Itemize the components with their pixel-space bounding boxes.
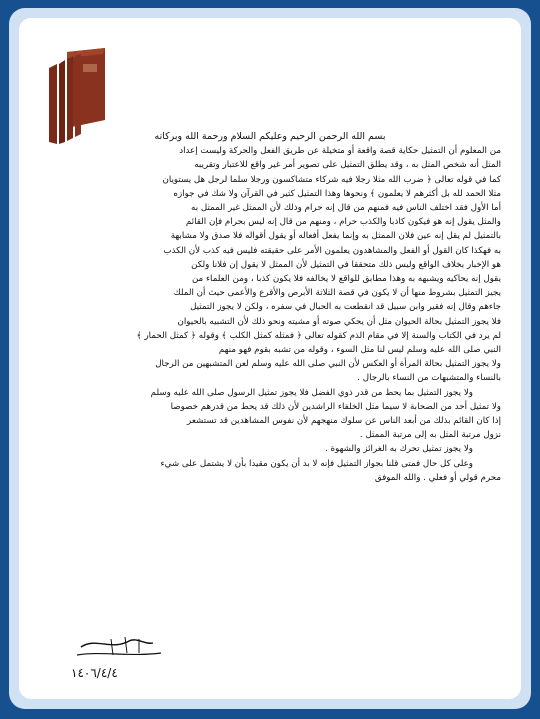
letter-line: يقول إنه يحاكيه ويشبهه به وهذا مطابق للواقع لا يخالفه فلا يكون كذبا ، ومن العلماء من <box>191 274 501 285</box>
letter-line: إذا كان القائم بذلك من أبعد الناس عن سلوك منهجهم لأن نفوس المشاهدين قد تستشعر <box>187 416 501 427</box>
letter-line: ولا يجوز التمثيل بما يحط من قدر ذوي الفضل فلا يجوز تمثيل الرسول صلى الله عليه وسلم <box>150 387 473 398</box>
letter-line: من المعلوم أن التمثيل حكاية قصة واقعة أو متخيلة عن طريق الفعل والحركة وليست إعداد <box>179 146 501 157</box>
letter-line: هو الإخبار بخلاف الواقع وليس ذلك متحققا في التمثيل لأن الممثل لا يقول إن فلانا ولكن <box>191 259 501 270</box>
letter-body <box>39 130 501 485</box>
letter-line: النبي صلى الله عليه وسلم ليس لنا مثل السوء ، وقوله من تشبه بقوم فهو منهم <box>218 345 501 356</box>
letter-line: يجيز التمثيل بشروط منها أن لا يكون في قصة الثلاثة الأبرص والأقرع والأعمى حيث أن الملك <box>173 288 501 299</box>
letter-line: به فهكذا كان القول أو الفعل والمشاهدون يعلمون الأمر على حقيقته فليس فيه كذب لأن الكذب <box>163 245 501 256</box>
letter-opening: بسم الله الرحمن الرحيم وعليكم السلام ورحمة الله وبركاته <box>154 131 386 142</box>
letter-line: بالنساء والمتشبهات من النساء بالرجال . <box>357 373 501 384</box>
letter-line: أما الأول فقد اختلف الناس فيه فمنهم من قال إنه حرام وذلك لأن الممثل غير الممثل به <box>191 203 501 214</box>
letter-line: فلا يجوز التمثيل بحالة الحيوان مثل أن يحكي صوته أو مشيته ونحو ذلك لأن التشبيه بالحيوان <box>177 316 501 327</box>
letter-line: مثلا الحمد لله بل أكثرهم لا يعلمون ﴾ ونحوها وهذا التمثيل كثير في القرآن ولا شك في جوازه <box>173 188 501 199</box>
signature-date: ١٤٠٦/٤/٤ <box>71 666 118 680</box>
letter-line: ولا يجوز تمثيل تحرك به الغرائز والشهوة . <box>325 444 473 455</box>
letter-line: بالتمثيل لم يقل إنه عين فلان الممثل به وإنما يفعل أفعاله أو يقول أقواله فلا صدق ولا مشابهة <box>170 231 501 242</box>
letter-page <box>19 18 521 699</box>
letter-line: لم يرد في الكتاب والسنة إلا في مقام الذم كقوله تعالى ﴿ فمثله كمثل الكلب ﴾ وقوله ﴿ كمثل الحمار ﴾ <box>136 330 501 341</box>
letter-line: وعلى كل حال فمتى قلنا بجواز التمثيل فإنه لا بد أن يكون مقيدا بأن لا يشتمل على شيء <box>160 458 473 469</box>
letter-line: ولا يجوز التمثيل بحالة المرأة أو العكس لأن النبي صلى الله عليه وسلم لعن المتشبهين من الرجال <box>155 359 501 370</box>
letter-line: محرم قولي أو فعلي . والله الموفق <box>374 472 501 483</box>
letter-line: والمثل يقول إنه هو فيكون كاذبا والكذب حرام ، ومنهم من قال إنه ليس بحرام فإن القائم <box>185 217 501 228</box>
letter-line: ولا تمثيل أحد من الصحابة لا سيما مثل الخلفاء الراشدين لأن ذلك قد يحط من قدرهم خصوصا <box>170 401 501 412</box>
letter-line: نزول مرتبة المثل به إلى مرتبة الممثل . <box>359 430 501 441</box>
letter-line: كما في قوله تعالى ﴿ ضرب الله مثلا رجلا فيه شركاء متشاكسون ورجلا سلما لرجل هل يستويان <box>162 174 501 185</box>
letter-line: المثل أنه شخص المثل به ، وقد يطلق التمثيل على تصوير أمر غير واقع للاعتبار وتقريبه <box>194 160 501 171</box>
letter-line: جاءهم وقال إنه فقير وابن سبيل قد انقطعت به الحبال في سفره ، ولكن لا يجوز التمثيل <box>190 302 501 313</box>
